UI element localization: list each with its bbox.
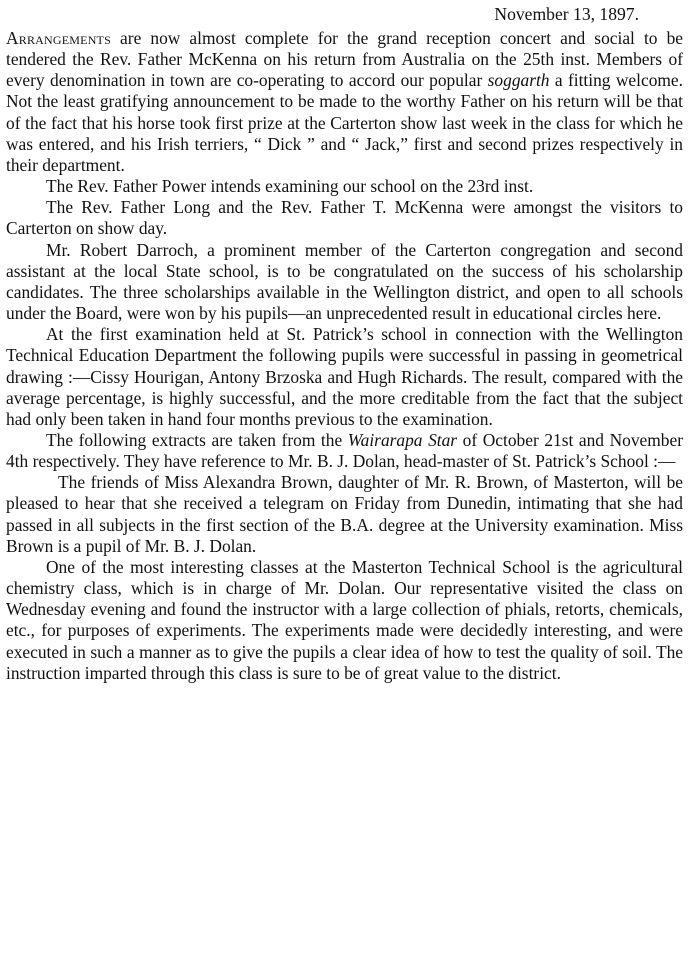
paragraph-text: The following extracts are taken from the: [46, 429, 348, 450]
newspaper-column: [6, 4, 683, 684]
italic-word-soggarth: soggarth: [487, 70, 550, 91]
paragraph-text-continued: a fitting welcome. Not the least gratifying announcement to be made to the worthy Father on his return will be that of the fact that his horse took first prize at the Carterton show last week in the class for which he was entered, and his Irish terriers, “ Dick ” and “ Jack,” first and second prizes respectively in their department.: [6, 70, 683, 175]
paragraph-extracts-intro: [6, 430, 683, 472]
lead-word: Arrangements: [6, 28, 111, 48]
paragraph-scholarship-success: Mr. Robert Darroch, a prominent member of the Carterton congregation and second assistant at the local State school, is to be congratulated on the success of his scholarship candidates. The three scholarships available in the Wellington district, and open to all schools under the Board, were won by his pupils—an unprecedented result in educational circles here.: [6, 239, 683, 324]
paragraph-reception-arrangements: [6, 28, 683, 176]
paragraph-text-continued: of October 21st and November 4th respectively. They have reference to Mr. B. J. Dolan, head-master of St. Patrick’s School :—: [6, 429, 683, 472]
paragraph-school-examination: The Rev. Father Power intends examining our school on the 23rd inst.: [46, 176, 534, 197]
paragraph-text: are now almost complete for the grand reception concert and social to be tendered the Rev. Father McKenna on his return from Australia on the 25th inst. Members of every denomination in town are co-operating to accord our popular: [6, 28, 683, 91]
paragraph-extract-chemistry-class: One of the most interesting classes at the Masterton Technical School is the agricultural chemistry class, which is in charge of Mr. Dolan. Our representative visited the class on Wednesday evening and found the instructor with a large collection of phials, retorts, chemicals, etc., for purposes of experiments. The experiments made were decidedly interesting, and were executed in such a manner as to give the pupils a clear idea of how to test the quality of soil. The instruction imparted through this class is sure to be of great value to the district.: [6, 556, 683, 683]
paragraph-show-day-visitors: The Rev. Father Long and the Rev. Father T. McKenna were amongst the visitors to Carterton on show day.: [6, 197, 683, 239]
dateline: November 13, 1897.: [494, 4, 639, 24]
paragraph-technical-examination: At the first examination held at St. Patrick’s school in connection with the Wellington Technical Education Department the following pupils were successful in passing in geometrical drawing :—Cissy Hourigan, Antony Brzoska and Hugh Richards. The result, compared with the average percentage, is highly successful, and the more creditable from the fact that the subject had only been taken in hand four months previous to the examination.: [6, 324, 683, 429]
paragraph-extract-miss-brown: The friends of Miss Alexandra Brown, daughter of Mr. R. Brown, of Masterton, will be pleased to hear that she received a telegram on Friday from Dunedin, intimating that she had passed in all subjects in the first section of the B.A. degree at the University examination. Miss Brown is a pupil of Mr. B. J. Dolan.: [6, 472, 683, 556]
italic-newspaper-title: Wairarapa Star: [347, 429, 458, 450]
